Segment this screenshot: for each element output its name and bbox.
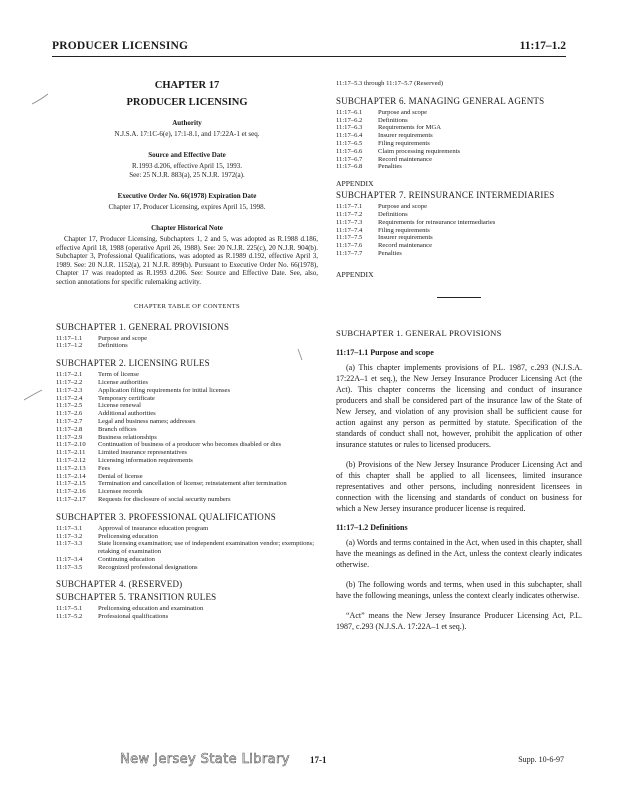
toc-entry	[336, 211, 582, 219]
toc-entry	[56, 418, 318, 426]
toc-entry-number: 11:17–5.2	[56, 613, 83, 621]
toc-list-sub7	[336, 203, 582, 258]
toc-entry-title: Requests for disclosure of social security numbers	[98, 495, 231, 503]
toc-entry-number: 11:17–2.1	[56, 371, 83, 379]
toc-entry	[336, 109, 582, 117]
toc-entry-title: Definitions	[378, 116, 408, 124]
toc-entry	[56, 465, 318, 473]
toc-entry	[56, 480, 318, 488]
historical-note-text: Chapter 17, Producer Licensing, Subchapters 1, 2 and 5, was adopted as R.1988 d.186, effective April 18, 1988 (operative April 26, 1988). See: 20 N.J.R. 225(c), 20 N.J.R. 904(b). Subchapter 3, Professional Qualifications, was adopted as R.1989 d.192, effective April 3, 1989. See: 20 N.J.R. 1152(a), 21 N.J.R. 899(b). Pursuant to Executive Order No. 66(1978), Chapter 17 was readopted as R.1993 d.206. See: Source and Effective Date. See, also, section annotations for specific rulemaking activity.	[56, 235, 318, 286]
toc-subchapter-5: SUBCHAPTER 5. TRANSITION RULES	[56, 592, 217, 603]
toc-entry-title: Purpose and scope	[378, 108, 428, 116]
toc-entry-number: 11:17–2.15	[56, 480, 86, 488]
toc-entry-title: Application filing requirements for initial licenses	[98, 386, 231, 394]
toc-entry-title: Record maintenance	[378, 242, 433, 250]
section-1-1-para-a: (a) This chapter implements provisions of P.L. 1987, c.293 (N.J.S.A. 17:22A–1 et seq.), the New Jersey Insurance Producer Licensing Act (the Act). This chapter concerns the licensing and conduct of insurance producers and shall be considered part of the insurance law of the State of New Jersey, and violation of any provision shall be sufficient cause for action against any person as permitted by statute. Specification of the standards of conduct shall not, however, prohibit the application of other insurance statutes or rules to licensed producers.	[336, 362, 582, 449]
toc-entry-number: 11:17–1.2	[56, 342, 83, 350]
toc-entry-number: 11:17–7.3	[336, 218, 363, 226]
toc-entry-title: Additional authorities	[98, 410, 156, 418]
toc-entry-title: Insurer requirements	[378, 234, 433, 242]
toc-entry-number: 11:17–2.9	[56, 433, 83, 441]
section-1-2-heading: 11:17–1.2 Definitions	[336, 522, 408, 532]
toc-entry	[336, 234, 582, 242]
toc-entry-title: Legal and business names; addresses	[98, 417, 196, 425]
toc-entry-number: 11:17–7.4	[336, 226, 363, 234]
toc-subchapter-7: SUBCHAPTER 7. REINSURANCE INTERMEDIARIES	[336, 190, 555, 201]
toc-entry	[56, 371, 318, 379]
toc-entry-title: Licensing information requirements	[98, 456, 193, 464]
toc-entry-number: 11:17–2.13	[56, 464, 86, 472]
toc-entry	[56, 395, 318, 403]
toc-entry-number: 11:17–6.3	[336, 124, 363, 132]
toc-entry-title: Record maintenance	[378, 155, 433, 163]
toc-entry	[56, 564, 318, 572]
toc-entry-number: 11:17–6.6	[336, 147, 363, 155]
toc-entry-title: Term of license	[98, 371, 139, 379]
toc-entry	[56, 426, 318, 434]
toc-entry-number: 11:17–6.2	[336, 116, 363, 124]
toc-subchapter-4: SUBCHAPTER 4. (RESERVED)	[56, 579, 183, 590]
toc-entry	[336, 117, 582, 125]
toc-entry-title: License authorities	[98, 378, 148, 386]
toc-entry	[336, 124, 582, 132]
reserved-sections-line: 11:17–5.3 through 11:17–5.7 (Reserved)	[336, 80, 444, 87]
toc-entry-number: 11:17–7.5	[336, 234, 363, 242]
toc-entry-number: 11:17–6.7	[336, 155, 363, 163]
toc-entry	[56, 449, 318, 457]
toc-entry	[56, 379, 318, 387]
toc-entry-number: 11:17–2.7	[56, 417, 83, 425]
toc-entry-title: Continuation of business of a producer who becomes disabled or dies	[98, 441, 282, 449]
toc-subchapter-3: SUBCHAPTER 3. PROFESSIONAL QUALIFICATIONS	[56, 511, 276, 522]
toc-entry-title: Temporary certificate	[98, 394, 155, 402]
toc-entry-title: Continuing education	[98, 555, 155, 563]
toc-title: CHAPTER TABLE OF CONTENTS	[134, 302, 240, 310]
section-divider	[437, 297, 481, 298]
toc-entry-title: Definitions	[98, 342, 128, 350]
source-heading: Source and Effective Date	[148, 151, 226, 159]
toc-entry	[336, 203, 582, 211]
toc-list-sub1	[56, 335, 318, 351]
toc-entry-title: Purpose and scope	[378, 203, 428, 211]
toc-entry	[56, 496, 318, 504]
authority-heading: Authority	[172, 119, 202, 127]
scan-mark-icon	[296, 348, 306, 362]
header-rule	[52, 56, 566, 57]
scan-mark-icon	[30, 92, 50, 106]
toc-entry-number: 11:17–2.8	[56, 425, 83, 433]
appendix-label-2: APPENDIX	[336, 269, 374, 279]
toc-entry-title: Limited insurance representatives	[98, 449, 187, 457]
left-column	[56, 80, 318, 621]
toc-entry-number: 11:17–3.4	[56, 555, 83, 563]
right-column	[336, 80, 582, 641]
toc-entry	[56, 441, 318, 449]
executive-order-text: Chapter 17, Producer Licensing, expires April 15, 1998.	[108, 203, 266, 211]
toc-entry-number: 11:17–2.3	[56, 386, 83, 394]
chapter-name: PRODUCER LICENSING	[126, 97, 248, 108]
running-header-title: PRODUCER LICENSING	[52, 40, 189, 52]
toc-entry-number: 11:17–7.1	[336, 203, 363, 211]
toc-entry	[56, 488, 318, 496]
toc-entry-number: 11:17–3.3	[56, 540, 83, 548]
toc-entry-title: Professional qualifications	[98, 613, 169, 621]
toc-entry	[56, 457, 318, 465]
toc-entry-title: Termination and cancellation of license; reinstatement after termination	[98, 480, 287, 488]
section-1-1-para-b: (b) Provisions of the New Jersey Insurance Producer Licensing Act and of this chapter shall be applied to all licensees, limited insurance representatives and other persons, including nonresident licensees in connection with the licensing and standards of conduct on business for which a New Jersey insurance producer license is required.	[336, 459, 582, 513]
toc-entry	[56, 525, 318, 533]
toc-entry	[336, 156, 582, 164]
toc-entry-title: Branch offices	[98, 425, 137, 433]
toc-entry-title: Licensee records	[98, 488, 143, 496]
section-1-1-heading: 11:17–1.1 Purpose and scope	[336, 347, 434, 357]
chapter-number: CHAPTER 17	[154, 80, 220, 91]
toc-entry	[56, 613, 318, 621]
toc-entry	[336, 148, 582, 156]
toc-entry	[336, 219, 582, 227]
toc-entry-number: 11:17–3.1	[56, 524, 83, 532]
toc-entry-number: 11:17–7.2	[336, 210, 363, 218]
toc-entry-number: 11:17–7.7	[336, 249, 363, 257]
toc-entry	[56, 605, 318, 613]
toc-list-sub3	[56, 525, 318, 572]
toc-entry-number: 11:17–2.17	[56, 495, 86, 503]
toc-entry	[56, 434, 318, 442]
running-header-code: 11:17–1.2	[519, 40, 566, 52]
toc-entry	[56, 410, 318, 418]
toc-entry-number: 11:17–2.10	[56, 441, 86, 449]
authority-text: N.J.S.A. 17:1C-6(e), 17:1-8.1, and 17:22A-1 et seq.	[114, 130, 260, 138]
toc-entry-title: Approval of insurance education program	[98, 524, 209, 532]
toc-entry-title: Filing requirements	[378, 139, 430, 147]
toc-entry	[336, 140, 582, 148]
toc-entry-number: 11:17–2.12	[56, 456, 86, 464]
toc-entry-title: Requirements for MGA	[378, 124, 441, 132]
toc-entry-number: 11:17–1.1	[56, 334, 83, 342]
toc-entry-number: 11:17–2.11	[56, 449, 86, 457]
toc-entry-number: 11:17–3.2	[56, 532, 83, 540]
toc-entry-number: 11:17–2.16	[56, 488, 86, 496]
toc-entry	[336, 227, 582, 235]
toc-entry-title: Claim processing requirements	[378, 147, 461, 155]
toc-entry	[56, 342, 318, 350]
historical-note-heading: Chapter Historical Note	[151, 224, 223, 232]
toc-entry-title: License renewal	[98, 402, 142, 410]
executive-order-heading: Executive Order No. 66(1978) Expiration Date	[117, 192, 257, 200]
toc-entry-number: 11:17–6.4	[336, 132, 363, 140]
toc-entry-title: Fees	[98, 464, 111, 472]
toc-entry	[56, 402, 318, 410]
toc-entry-title: Prelicensing education and examination	[98, 605, 204, 613]
toc-entry-title: Definitions	[378, 210, 408, 218]
section-1-2-para-a: (a) Words and terms contained in the Act, when used in this chapter, shall have the meanings as defined in the Act, unless the context clearly indicates otherwise.	[336, 537, 582, 569]
toc-entry-title: Recognized professional designations	[98, 563, 198, 571]
toc-entry-number: 11:17–2.6	[56, 410, 83, 418]
toc-entry-number: 11:17–5.1	[56, 605, 83, 613]
toc-entry	[56, 335, 318, 343]
toc-entry-title: Penalties	[378, 163, 402, 171]
toc-entry-number: 11:17–2.14	[56, 472, 86, 480]
toc-entry-number: 11:17–3.5	[56, 563, 83, 571]
toc-subchapter-1: SUBCHAPTER 1. GENERAL PROVISIONS	[56, 321, 230, 332]
toc-subchapter-2: SUBCHAPTER 2. LICENSING RULES	[56, 358, 210, 369]
page-number: 17-1	[310, 755, 327, 765]
toc-subchapter-6: SUBCHAPTER 6. MANAGING GENERAL AGENTS	[336, 95, 545, 106]
toc-entry	[56, 556, 318, 564]
toc-list-sub5	[56, 605, 318, 621]
toc-entry-title: Business relationships	[98, 433, 157, 441]
toc-entry-number: 11:17–2.5	[56, 402, 83, 410]
toc-entry-title: Penalties	[378, 249, 402, 257]
body-subchapter-heading: SUBCHAPTER 1. GENERAL PROVISIONS	[336, 327, 502, 338]
scan-mark-icon	[22, 388, 44, 402]
toc-entry	[56, 387, 318, 395]
library-stamp: New Jersey State Library	[120, 752, 290, 767]
toc-entry	[336, 132, 582, 140]
toc-entry	[56, 473, 318, 481]
section-1-2-para-b: (b) The following words and terms, when used in this subchapter, shall have the following meanings, unless the context clearly indicates otherwise.	[336, 579, 582, 600]
toc-entry-title: Insurer requirements	[378, 132, 433, 140]
toc-entry-number: 11:17–2.2	[56, 378, 83, 386]
toc-entry	[56, 533, 318, 541]
toc-entry-number: 11:17–6.8	[336, 163, 363, 171]
toc-entry	[56, 540, 318, 556]
appendix-label-1: APPENDIX	[336, 179, 374, 189]
toc-entry-number: 11:17–6.5	[336, 139, 363, 147]
toc-entry	[336, 250, 582, 258]
toc-entry-title: Denial of license	[98, 472, 143, 480]
source-line-1: R.1993 d.206, effective April 15, 1993.	[132, 162, 242, 170]
act-definition: “Act” means the New Jersey Insurance Producer Licensing Act, P.L. 1987, c.293 (N.J.S.A. 17:22A–1 et seq.).	[336, 610, 582, 631]
toc-entry-title: Filing requirements	[378, 226, 430, 234]
toc-entry-title: State licensing examination; use of independent examination vendor; exemptions; retaking of examination	[98, 540, 315, 556]
toc-entry-title: Prelicensing education	[98, 532, 158, 540]
toc-list-sub6	[336, 109, 582, 171]
source-line-2: See: 25 N.J.R. 883(a), 25 N.J.R. 1972(a).	[129, 171, 245, 179]
supplement-date: Supp. 10-6-97	[518, 755, 564, 764]
toc-entry-title: Purpose and scope	[98, 334, 148, 342]
toc-entry-number: 11:17–2.4	[56, 394, 83, 402]
toc-entry	[336, 163, 582, 171]
toc-entry-number: 11:17–7.6	[336, 242, 363, 250]
toc-entry-title: Requirements for reinsurance intermediaries	[378, 218, 496, 226]
toc-entry-number: 11:17–6.1	[336, 108, 363, 116]
toc-entry	[336, 242, 582, 250]
toc-list-sub2	[56, 371, 318, 504]
